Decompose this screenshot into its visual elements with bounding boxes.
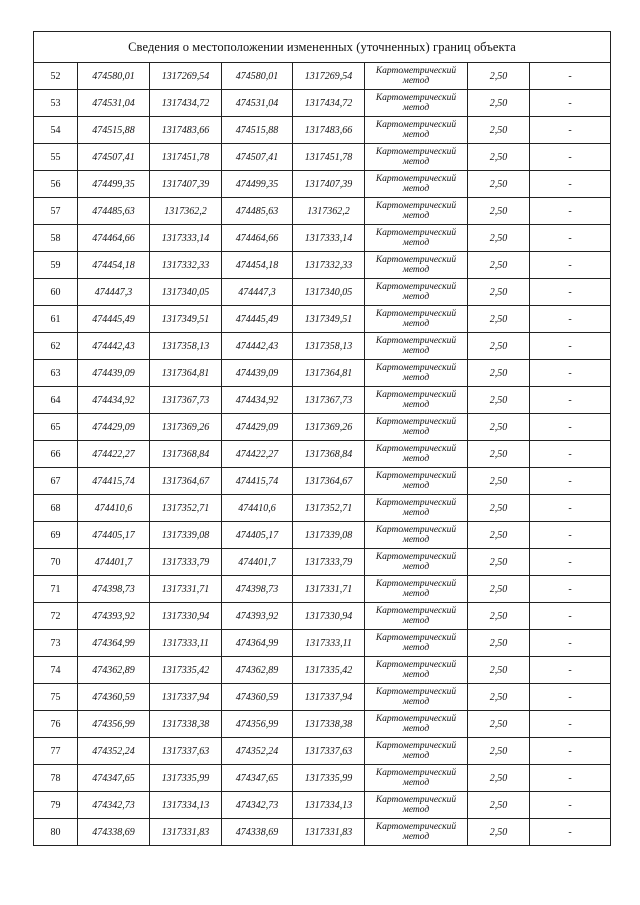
accuracy-cell: 2,50: [468, 279, 530, 306]
y-refined-cell: 1317451,78: [293, 144, 365, 171]
x-refined-cell: 474531,04: [222, 90, 293, 117]
document-sheet: [33, 31, 610, 846]
y-refined-cell: 1317434,72: [293, 90, 365, 117]
method-text: Картометрический метод: [375, 552, 457, 572]
y-refined-cell: 1317333,79: [293, 549, 365, 576]
point-number-cell: 79: [34, 792, 78, 819]
table-row: [34, 738, 611, 765]
point-number-cell: 72: [34, 603, 78, 630]
method-cell: [365, 117, 468, 144]
x-refined-cell: 474485,63: [222, 198, 293, 225]
point-number-cell: 74: [34, 657, 78, 684]
y-refined-cell: 1317483,66: [293, 117, 365, 144]
y-refined-cell: 1317364,67: [293, 468, 365, 495]
x-refined-cell: 474507,41: [222, 144, 293, 171]
table-row: [34, 171, 611, 198]
x-existing-cell: 474347,65: [78, 765, 150, 792]
y-refined-cell: 1317334,13: [293, 792, 365, 819]
method-cell: [365, 279, 468, 306]
point-number-cell: 71: [34, 576, 78, 603]
x-existing-cell: 474454,18: [78, 252, 150, 279]
x-existing-cell: 474439,09: [78, 360, 150, 387]
method-text: Картометрический метод: [375, 309, 457, 329]
x-refined-cell: 474454,18: [222, 252, 293, 279]
method-cell: [365, 738, 468, 765]
y-existing-cell: 1317362,2: [150, 198, 222, 225]
method-text: Картометрический метод: [375, 66, 457, 86]
table-row: [34, 90, 611, 117]
accuracy-cell: 2,50: [468, 522, 530, 549]
x-existing-cell: 474531,04: [78, 90, 150, 117]
x-existing-cell: 474338,69: [78, 819, 150, 846]
note-cell: -: [530, 630, 611, 657]
note-cell: -: [530, 468, 611, 495]
y-existing-cell: 1317358,13: [150, 333, 222, 360]
accuracy-cell: 2,50: [468, 576, 530, 603]
x-refined-cell: 474352,24: [222, 738, 293, 765]
y-refined-cell: 1317362,2: [293, 198, 365, 225]
method-text: Картометрический метод: [375, 228, 457, 248]
accuracy-cell: 2,50: [468, 603, 530, 630]
note-cell: -: [530, 90, 611, 117]
table-row: [34, 144, 611, 171]
method-text: Картометрический метод: [375, 579, 457, 599]
x-existing-cell: 474485,63: [78, 198, 150, 225]
method-cell: [365, 360, 468, 387]
y-refined-cell: 1317335,42: [293, 657, 365, 684]
y-existing-cell: 1317339,08: [150, 522, 222, 549]
y-refined-cell: 1317332,33: [293, 252, 365, 279]
y-existing-cell: 1317269,54: [150, 63, 222, 90]
accuracy-cell: 2,50: [468, 684, 530, 711]
method-text: Картометрический метод: [375, 336, 457, 356]
accuracy-cell: 2,50: [468, 630, 530, 657]
point-number-cell: 57: [34, 198, 78, 225]
y-existing-cell: 1317349,51: [150, 306, 222, 333]
y-refined-cell: 1317269,54: [293, 63, 365, 90]
x-refined-cell: 474360,59: [222, 684, 293, 711]
method-text: Картометрический метод: [375, 444, 457, 464]
point-number-cell: 75: [34, 684, 78, 711]
method-text: Картометрический метод: [375, 741, 457, 761]
y-existing-cell: 1317333,14: [150, 225, 222, 252]
note-cell: -: [530, 306, 611, 333]
x-existing-cell: 474364,99: [78, 630, 150, 657]
x-existing-cell: 474445,49: [78, 306, 150, 333]
y-existing-cell: 1317364,81: [150, 360, 222, 387]
table-body: [34, 32, 611, 846]
table-row: [34, 684, 611, 711]
method-cell: [365, 765, 468, 792]
x-existing-cell: 474442,43: [78, 333, 150, 360]
point-number-cell: 73: [34, 630, 78, 657]
y-refined-cell: 1317358,13: [293, 333, 365, 360]
accuracy-cell: 2,50: [468, 360, 530, 387]
x-refined-cell: 474393,92: [222, 603, 293, 630]
x-existing-cell: 474415,74: [78, 468, 150, 495]
point-number-cell: 63: [34, 360, 78, 387]
y-refined-cell: 1317340,05: [293, 279, 365, 306]
method-cell: [365, 144, 468, 171]
y-existing-cell: 1317368,84: [150, 441, 222, 468]
x-existing-cell: 474405,17: [78, 522, 150, 549]
method-cell: [365, 549, 468, 576]
x-existing-cell: 474393,92: [78, 603, 150, 630]
method-cell: [365, 252, 468, 279]
title-row: [34, 32, 611, 63]
table-row: [34, 468, 611, 495]
x-existing-cell: 474362,89: [78, 657, 150, 684]
point-number-cell: 58: [34, 225, 78, 252]
point-number-cell: 80: [34, 819, 78, 846]
x-refined-cell: 474405,17: [222, 522, 293, 549]
x-refined-cell: 474445,49: [222, 306, 293, 333]
accuracy-cell: 2,50: [468, 468, 530, 495]
x-existing-cell: 474464,66: [78, 225, 150, 252]
x-existing-cell: 474352,24: [78, 738, 150, 765]
y-refined-cell: 1317349,51: [293, 306, 365, 333]
note-cell: -: [530, 711, 611, 738]
y-existing-cell: 1317331,83: [150, 819, 222, 846]
y-existing-cell: 1317483,66: [150, 117, 222, 144]
accuracy-cell: 2,50: [468, 144, 530, 171]
method-cell: [365, 630, 468, 657]
table-row: [34, 225, 611, 252]
y-refined-cell: 1317369,26: [293, 414, 365, 441]
note-cell: -: [530, 657, 611, 684]
method-cell: [365, 63, 468, 90]
table-row: [34, 576, 611, 603]
method-text: Картометрический метод: [375, 201, 457, 221]
method-text: Картометрический метод: [375, 390, 457, 410]
method-text: Картометрический метод: [375, 282, 457, 302]
method-cell: [365, 306, 468, 333]
accuracy-cell: 2,50: [468, 414, 530, 441]
x-existing-cell: 474580,01: [78, 63, 150, 90]
y-existing-cell: 1317337,94: [150, 684, 222, 711]
x-existing-cell: 474429,09: [78, 414, 150, 441]
accuracy-cell: 2,50: [468, 225, 530, 252]
y-refined-cell: 1317337,63: [293, 738, 365, 765]
note-cell: -: [530, 360, 611, 387]
table-row: [34, 279, 611, 306]
method-text: Картометрический метод: [375, 255, 457, 275]
point-number-cell: 55: [34, 144, 78, 171]
method-cell: [365, 387, 468, 414]
table-row: [34, 441, 611, 468]
y-refined-cell: 1317367,73: [293, 387, 365, 414]
point-number-cell: 68: [34, 495, 78, 522]
x-refined-cell: 474422,27: [222, 441, 293, 468]
y-refined-cell: 1317364,81: [293, 360, 365, 387]
x-refined-cell: 474439,09: [222, 360, 293, 387]
point-number-cell: 59: [34, 252, 78, 279]
accuracy-cell: 2,50: [468, 819, 530, 846]
point-number-cell: 77: [34, 738, 78, 765]
x-refined-cell: 474447,3: [222, 279, 293, 306]
y-existing-cell: 1317334,13: [150, 792, 222, 819]
method-cell: [365, 792, 468, 819]
accuracy-cell: 2,50: [468, 738, 530, 765]
note-cell: -: [530, 414, 611, 441]
x-existing-cell: 474356,99: [78, 711, 150, 738]
accuracy-cell: 2,50: [468, 441, 530, 468]
y-existing-cell: 1317330,94: [150, 603, 222, 630]
table-row: [34, 711, 611, 738]
y-refined-cell: 1317333,11: [293, 630, 365, 657]
y-refined-cell: 1317368,84: [293, 441, 365, 468]
x-existing-cell: 474422,27: [78, 441, 150, 468]
method-text: Картометрический метод: [375, 174, 457, 194]
y-existing-cell: 1317337,63: [150, 738, 222, 765]
y-existing-cell: 1317367,73: [150, 387, 222, 414]
accuracy-cell: 2,50: [468, 495, 530, 522]
method-text: Картометрический метод: [375, 363, 457, 383]
y-existing-cell: 1317369,26: [150, 414, 222, 441]
boundary-table: [33, 31, 611, 846]
y-refined-cell: 1317331,71: [293, 576, 365, 603]
note-cell: -: [530, 144, 611, 171]
note-cell: -: [530, 171, 611, 198]
method-text: Картометрический метод: [375, 498, 457, 518]
point-number-cell: 76: [34, 711, 78, 738]
note-cell: -: [530, 603, 611, 630]
x-refined-cell: 474434,92: [222, 387, 293, 414]
y-existing-cell: 1317333,11: [150, 630, 222, 657]
x-refined-cell: 474362,89: [222, 657, 293, 684]
table-row: [34, 630, 611, 657]
x-existing-cell: 474342,73: [78, 792, 150, 819]
method-text: Картометрический метод: [375, 471, 457, 491]
y-existing-cell: 1317434,72: [150, 90, 222, 117]
y-existing-cell: 1317407,39: [150, 171, 222, 198]
method-text: Картометрический метод: [375, 93, 457, 113]
x-refined-cell: 474401,7: [222, 549, 293, 576]
x-existing-cell: 474507,41: [78, 144, 150, 171]
method-text: Картометрический метод: [375, 660, 457, 680]
x-refined-cell: 474415,74: [222, 468, 293, 495]
point-number-cell: 52: [34, 63, 78, 90]
x-existing-cell: 474360,59: [78, 684, 150, 711]
x-refined-cell: 474347,65: [222, 765, 293, 792]
x-refined-cell: 474499,35: [222, 171, 293, 198]
y-existing-cell: 1317352,71: [150, 495, 222, 522]
point-number-cell: 69: [34, 522, 78, 549]
note-cell: -: [530, 549, 611, 576]
y-refined-cell: 1317335,99: [293, 765, 365, 792]
y-existing-cell: 1317331,71: [150, 576, 222, 603]
note-cell: -: [530, 441, 611, 468]
accuracy-cell: 2,50: [468, 549, 530, 576]
point-number-cell: 64: [34, 387, 78, 414]
x-refined-cell: 474515,88: [222, 117, 293, 144]
y-existing-cell: 1317335,42: [150, 657, 222, 684]
method-cell: [365, 441, 468, 468]
note-cell: -: [530, 792, 611, 819]
note-cell: -: [530, 738, 611, 765]
note-cell: -: [530, 225, 611, 252]
point-number-cell: 65: [34, 414, 78, 441]
table-row: [34, 360, 611, 387]
y-existing-cell: 1317332,33: [150, 252, 222, 279]
point-number-cell: 78: [34, 765, 78, 792]
table-row: [34, 657, 611, 684]
y-existing-cell: 1317451,78: [150, 144, 222, 171]
method-cell: [365, 414, 468, 441]
method-text: Картометрический метод: [375, 417, 457, 437]
point-number-cell: 53: [34, 90, 78, 117]
point-number-cell: 67: [34, 468, 78, 495]
point-number-cell: 60: [34, 279, 78, 306]
accuracy-cell: 2,50: [468, 171, 530, 198]
y-refined-cell: 1317339,08: [293, 522, 365, 549]
table-row: [34, 522, 611, 549]
x-refined-cell: 474338,69: [222, 819, 293, 846]
x-refined-cell: 474429,09: [222, 414, 293, 441]
note-cell: -: [530, 198, 611, 225]
table-row: [34, 549, 611, 576]
method-text: Картометрический метод: [375, 795, 457, 815]
accuracy-cell: 2,50: [468, 306, 530, 333]
accuracy-cell: 2,50: [468, 63, 530, 90]
method-cell: [365, 225, 468, 252]
x-refined-cell: 474356,99: [222, 711, 293, 738]
table-row: [34, 387, 611, 414]
note-cell: -: [530, 684, 611, 711]
method-text: Картометрический метод: [375, 525, 457, 545]
method-cell: [365, 657, 468, 684]
note-cell: -: [530, 387, 611, 414]
y-existing-cell: 1317338,38: [150, 711, 222, 738]
y-existing-cell: 1317340,05: [150, 279, 222, 306]
x-existing-cell: 474398,73: [78, 576, 150, 603]
note-cell: -: [530, 252, 611, 279]
accuracy-cell: 2,50: [468, 198, 530, 225]
table-row: [34, 819, 611, 846]
method-cell: [365, 495, 468, 522]
note-cell: -: [530, 63, 611, 90]
note-cell: -: [530, 819, 611, 846]
method-text: Картометрический метод: [375, 606, 457, 626]
x-existing-cell: 474434,92: [78, 387, 150, 414]
table-row: [34, 198, 611, 225]
table-row: [34, 792, 611, 819]
note-cell: -: [530, 333, 611, 360]
x-refined-cell: 474464,66: [222, 225, 293, 252]
accuracy-cell: 2,50: [468, 252, 530, 279]
x-refined-cell: 474364,99: [222, 630, 293, 657]
y-existing-cell: 1317335,99: [150, 765, 222, 792]
table-row: [34, 414, 611, 441]
method-cell: [365, 522, 468, 549]
table-row: [34, 306, 611, 333]
method-text: Картометрический метод: [375, 120, 457, 140]
point-number-cell: 70: [34, 549, 78, 576]
accuracy-cell: 2,50: [468, 387, 530, 414]
note-cell: -: [530, 495, 611, 522]
x-existing-cell: 474447,3: [78, 279, 150, 306]
note-cell: -: [530, 117, 611, 144]
table-title: Сведения о местоположении измененных (уточненных) границ объекта: [34, 32, 611, 63]
table-row: [34, 333, 611, 360]
table-row: [34, 117, 611, 144]
accuracy-cell: 2,50: [468, 333, 530, 360]
y-existing-cell: 1317333,79: [150, 549, 222, 576]
accuracy-cell: 2,50: [468, 657, 530, 684]
y-refined-cell: 1317331,83: [293, 819, 365, 846]
note-cell: -: [530, 576, 611, 603]
method-cell: [365, 171, 468, 198]
y-refined-cell: 1317352,71: [293, 495, 365, 522]
table-row: [34, 765, 611, 792]
point-number-cell: 54: [34, 117, 78, 144]
point-number-cell: 66: [34, 441, 78, 468]
x-refined-cell: 474410,6: [222, 495, 293, 522]
table-row: [34, 63, 611, 90]
accuracy-cell: 2,50: [468, 711, 530, 738]
method-cell: [365, 603, 468, 630]
method-cell: [365, 468, 468, 495]
method-text: Картометрический метод: [375, 147, 457, 167]
note-cell: -: [530, 765, 611, 792]
y-refined-cell: 1317333,14: [293, 225, 365, 252]
table-row: [34, 495, 611, 522]
method-cell: [365, 90, 468, 117]
method-text: Картометрический метод: [375, 687, 457, 707]
y-refined-cell: 1317407,39: [293, 171, 365, 198]
method-text: Картометрический метод: [375, 714, 457, 734]
point-number-cell: 56: [34, 171, 78, 198]
point-number-cell: 61: [34, 306, 78, 333]
method-cell: [365, 711, 468, 738]
x-refined-cell: 474342,73: [222, 792, 293, 819]
accuracy-cell: 2,50: [468, 90, 530, 117]
y-refined-cell: 1317338,38: [293, 711, 365, 738]
table-row: [34, 603, 611, 630]
point-number-cell: 62: [34, 333, 78, 360]
note-cell: -: [530, 522, 611, 549]
method-cell: [365, 576, 468, 603]
x-existing-cell: 474401,7: [78, 549, 150, 576]
method-text: Картометрический метод: [375, 768, 457, 788]
accuracy-cell: 2,50: [468, 792, 530, 819]
note-cell: -: [530, 279, 611, 306]
accuracy-cell: 2,50: [468, 117, 530, 144]
x-refined-cell: 474442,43: [222, 333, 293, 360]
x-existing-cell: 474410,6: [78, 495, 150, 522]
table-row: [34, 252, 611, 279]
x-existing-cell: 474499,35: [78, 171, 150, 198]
method-cell: [365, 333, 468, 360]
method-text: Картометрический метод: [375, 822, 457, 842]
method-cell: [365, 684, 468, 711]
method-cell: [365, 198, 468, 225]
x-refined-cell: 474580,01: [222, 63, 293, 90]
y-refined-cell: 1317337,94: [293, 684, 365, 711]
x-refined-cell: 474398,73: [222, 576, 293, 603]
y-existing-cell: 1317364,67: [150, 468, 222, 495]
method-cell: [365, 819, 468, 846]
accuracy-cell: 2,50: [468, 765, 530, 792]
y-refined-cell: 1317330,94: [293, 603, 365, 630]
method-text: Картометрический метод: [375, 633, 457, 653]
x-existing-cell: 474515,88: [78, 117, 150, 144]
